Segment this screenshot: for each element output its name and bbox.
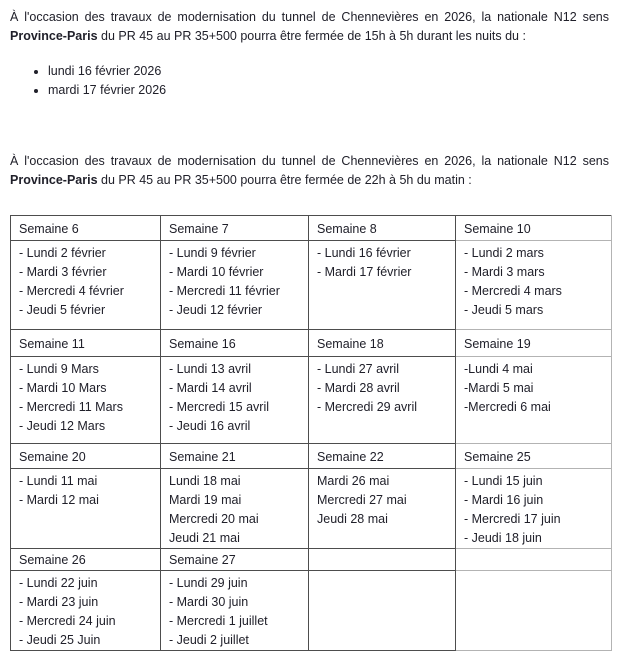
week-dates-cell xyxy=(309,357,456,444)
closure-weeks-table xyxy=(10,215,612,651)
week-dates-cell xyxy=(11,357,161,444)
week-dates-cell xyxy=(11,241,161,330)
intro-paragraph-2 xyxy=(10,152,609,190)
date-line: Mardi 19 mai xyxy=(169,493,242,507)
date-line: - Lundi 2 février xyxy=(19,246,106,260)
date-line: - Lundi 27 avril xyxy=(317,362,399,376)
date-line: - Mercredi 11 Mars xyxy=(19,400,123,414)
date-line: - Mardi 16 juin xyxy=(464,493,544,507)
week-dates-row xyxy=(11,357,612,444)
date-line: - Jeudi 12 Mars xyxy=(19,419,106,433)
week-dates-cell xyxy=(161,241,309,330)
date-line: - Lundi 9 février xyxy=(169,246,256,260)
date-line: - Mercredi 24 juin xyxy=(19,614,116,628)
week-dates-cell xyxy=(456,357,612,444)
week-header-cell: Semaine 6 xyxy=(11,216,161,241)
date-line: - Mardi 30 juin xyxy=(169,595,249,609)
week-dates-cell xyxy=(11,469,161,549)
date-line: - Jeudi 18 juin xyxy=(464,531,542,545)
week-header-cell xyxy=(456,549,612,571)
date-line: - Mardi 12 mai xyxy=(19,493,99,507)
date-line: -Mardi 5 mai xyxy=(464,381,534,395)
date-line: - Jeudi 25 Juin xyxy=(19,633,101,647)
date-line: - Lundi 15 juin xyxy=(464,474,543,488)
date-line: - Mardi 23 juin xyxy=(19,595,99,609)
date-line: - Lundi 13 avril xyxy=(169,362,251,376)
week-header-cell: Semaine 18 xyxy=(309,330,456,357)
week-dates-cell xyxy=(309,241,456,330)
date-line: Mardi 26 mai xyxy=(317,474,390,488)
week-header-cell: Semaine 16 xyxy=(161,330,309,357)
date-line: - Mardi 3 février xyxy=(19,265,107,279)
date-line: Jeudi 28 mai xyxy=(317,512,388,526)
week-header-row xyxy=(11,216,612,241)
date-line: - Lundi 29 juin xyxy=(169,576,248,590)
week-dates-cell xyxy=(161,469,309,549)
week-dates-cell xyxy=(309,469,456,549)
date-line: -Lundi 4 mai xyxy=(464,362,533,376)
date-line: - Mardi 14 avril xyxy=(169,381,252,395)
date-line: Mercredi 20 mai xyxy=(169,512,259,526)
date-line: - Lundi 11 mai xyxy=(19,474,98,488)
week-header-cell: Semaine 11 xyxy=(11,330,161,357)
date-line: - Mardi 10 Mars xyxy=(19,381,107,395)
week-header-cell: Semaine 10 xyxy=(456,216,612,241)
date-line: - Mercredi 1 juillet xyxy=(169,614,268,628)
intro-paragraph-1-text-after: du PR 45 au PR 35+500 pourra être fermée de 15h à 5h durant les nuits du : xyxy=(97,29,526,43)
closure-dates-bullet-list xyxy=(0,62,618,100)
date-line: - Jeudi 12 février xyxy=(169,303,263,317)
week-dates-row xyxy=(11,571,612,651)
bullet-item: • mardi 17 février 2026 xyxy=(48,81,618,100)
intro-paragraph-1-bold: Province-Paris xyxy=(10,29,98,43)
week-header-cell: Semaine 27 xyxy=(161,549,309,571)
date-line: - Mercredi 11 février xyxy=(169,284,280,298)
intro-paragraph-1-text-before: À l'occasion des travaux de modernisation du tunnel de Chennevières en 2026, la nationale N12 sens xyxy=(10,10,609,24)
date-line: - Mercredi 15 avril xyxy=(169,400,270,414)
closure-table-body xyxy=(11,216,612,651)
week-dates-row xyxy=(11,469,612,549)
week-header-cell xyxy=(309,549,456,571)
date-line: - Lundi 16 février xyxy=(317,246,411,260)
week-header-cell: Semaine 19 xyxy=(456,330,612,357)
week-header-cell: Semaine 8 xyxy=(309,216,456,241)
week-dates-cell xyxy=(456,469,612,549)
date-line: - Lundi 9 Mars xyxy=(19,362,99,376)
week-dates-cell xyxy=(456,241,612,330)
intro-paragraph-1 xyxy=(10,0,609,46)
date-line: Jeudi 21 mai xyxy=(169,531,240,545)
week-dates-cell xyxy=(161,357,309,444)
date-line: - Mardi 28 avril xyxy=(317,381,400,395)
date-line: - Mercredi 17 juin xyxy=(464,512,561,526)
date-line: - Lundi 2 mars xyxy=(464,246,544,260)
intro-paragraph-2-bold: Province-Paris xyxy=(10,173,98,187)
week-dates-cell xyxy=(456,571,612,651)
intro-paragraph-2-text-before: À l'occasion des travaux de modernisation du tunnel de Chennevières en 2026, la nationale N12 sens xyxy=(10,154,609,168)
week-dates-row xyxy=(11,241,612,330)
week-header-cell: Semaine 21 xyxy=(161,444,309,469)
bullet-item: • lundi 16 février 2026 xyxy=(48,62,618,81)
date-line: - Jeudi 2 juillet xyxy=(169,633,249,647)
date-line: - Mercredi 4 février xyxy=(19,284,124,298)
week-header-cell: Semaine 25 xyxy=(456,444,612,469)
week-header-cell: Semaine 26 xyxy=(11,549,161,571)
week-dates-cell xyxy=(161,571,309,651)
date-line: -Mercredi 6 mai xyxy=(464,400,551,414)
date-line: Lundi 18 mai xyxy=(169,474,241,488)
intro-paragraph-2-text-after: du PR 45 au PR 35+500 pourra être fermée de 22h à 5h du matin : xyxy=(97,173,472,187)
date-line: - Jeudi 5 février xyxy=(19,303,106,317)
week-dates-cell xyxy=(309,571,456,651)
date-line: - Mardi 3 mars xyxy=(464,265,545,279)
week-dates-cell xyxy=(11,571,161,651)
week-header-row xyxy=(11,330,612,357)
date-line: - Jeudi 16 avril xyxy=(169,419,251,433)
week-header-cell: Semaine 20 xyxy=(11,444,161,469)
date-line: - Mercredi 29 avril xyxy=(317,400,418,414)
date-line: - Jeudi 5 mars xyxy=(464,303,544,317)
week-header-cell: Semaine 7 xyxy=(161,216,309,241)
date-line: Mercredi 27 mai xyxy=(317,493,407,507)
week-header-row xyxy=(11,549,612,571)
date-line: - Mardi 17 février xyxy=(317,265,412,279)
date-line: - Mardi 10 février xyxy=(169,265,264,279)
week-header-row xyxy=(11,444,612,469)
date-line: - Mercredi 4 mars xyxy=(464,284,562,298)
week-header-cell: Semaine 22 xyxy=(309,444,456,469)
date-line: - Lundi 22 juin xyxy=(19,576,98,590)
